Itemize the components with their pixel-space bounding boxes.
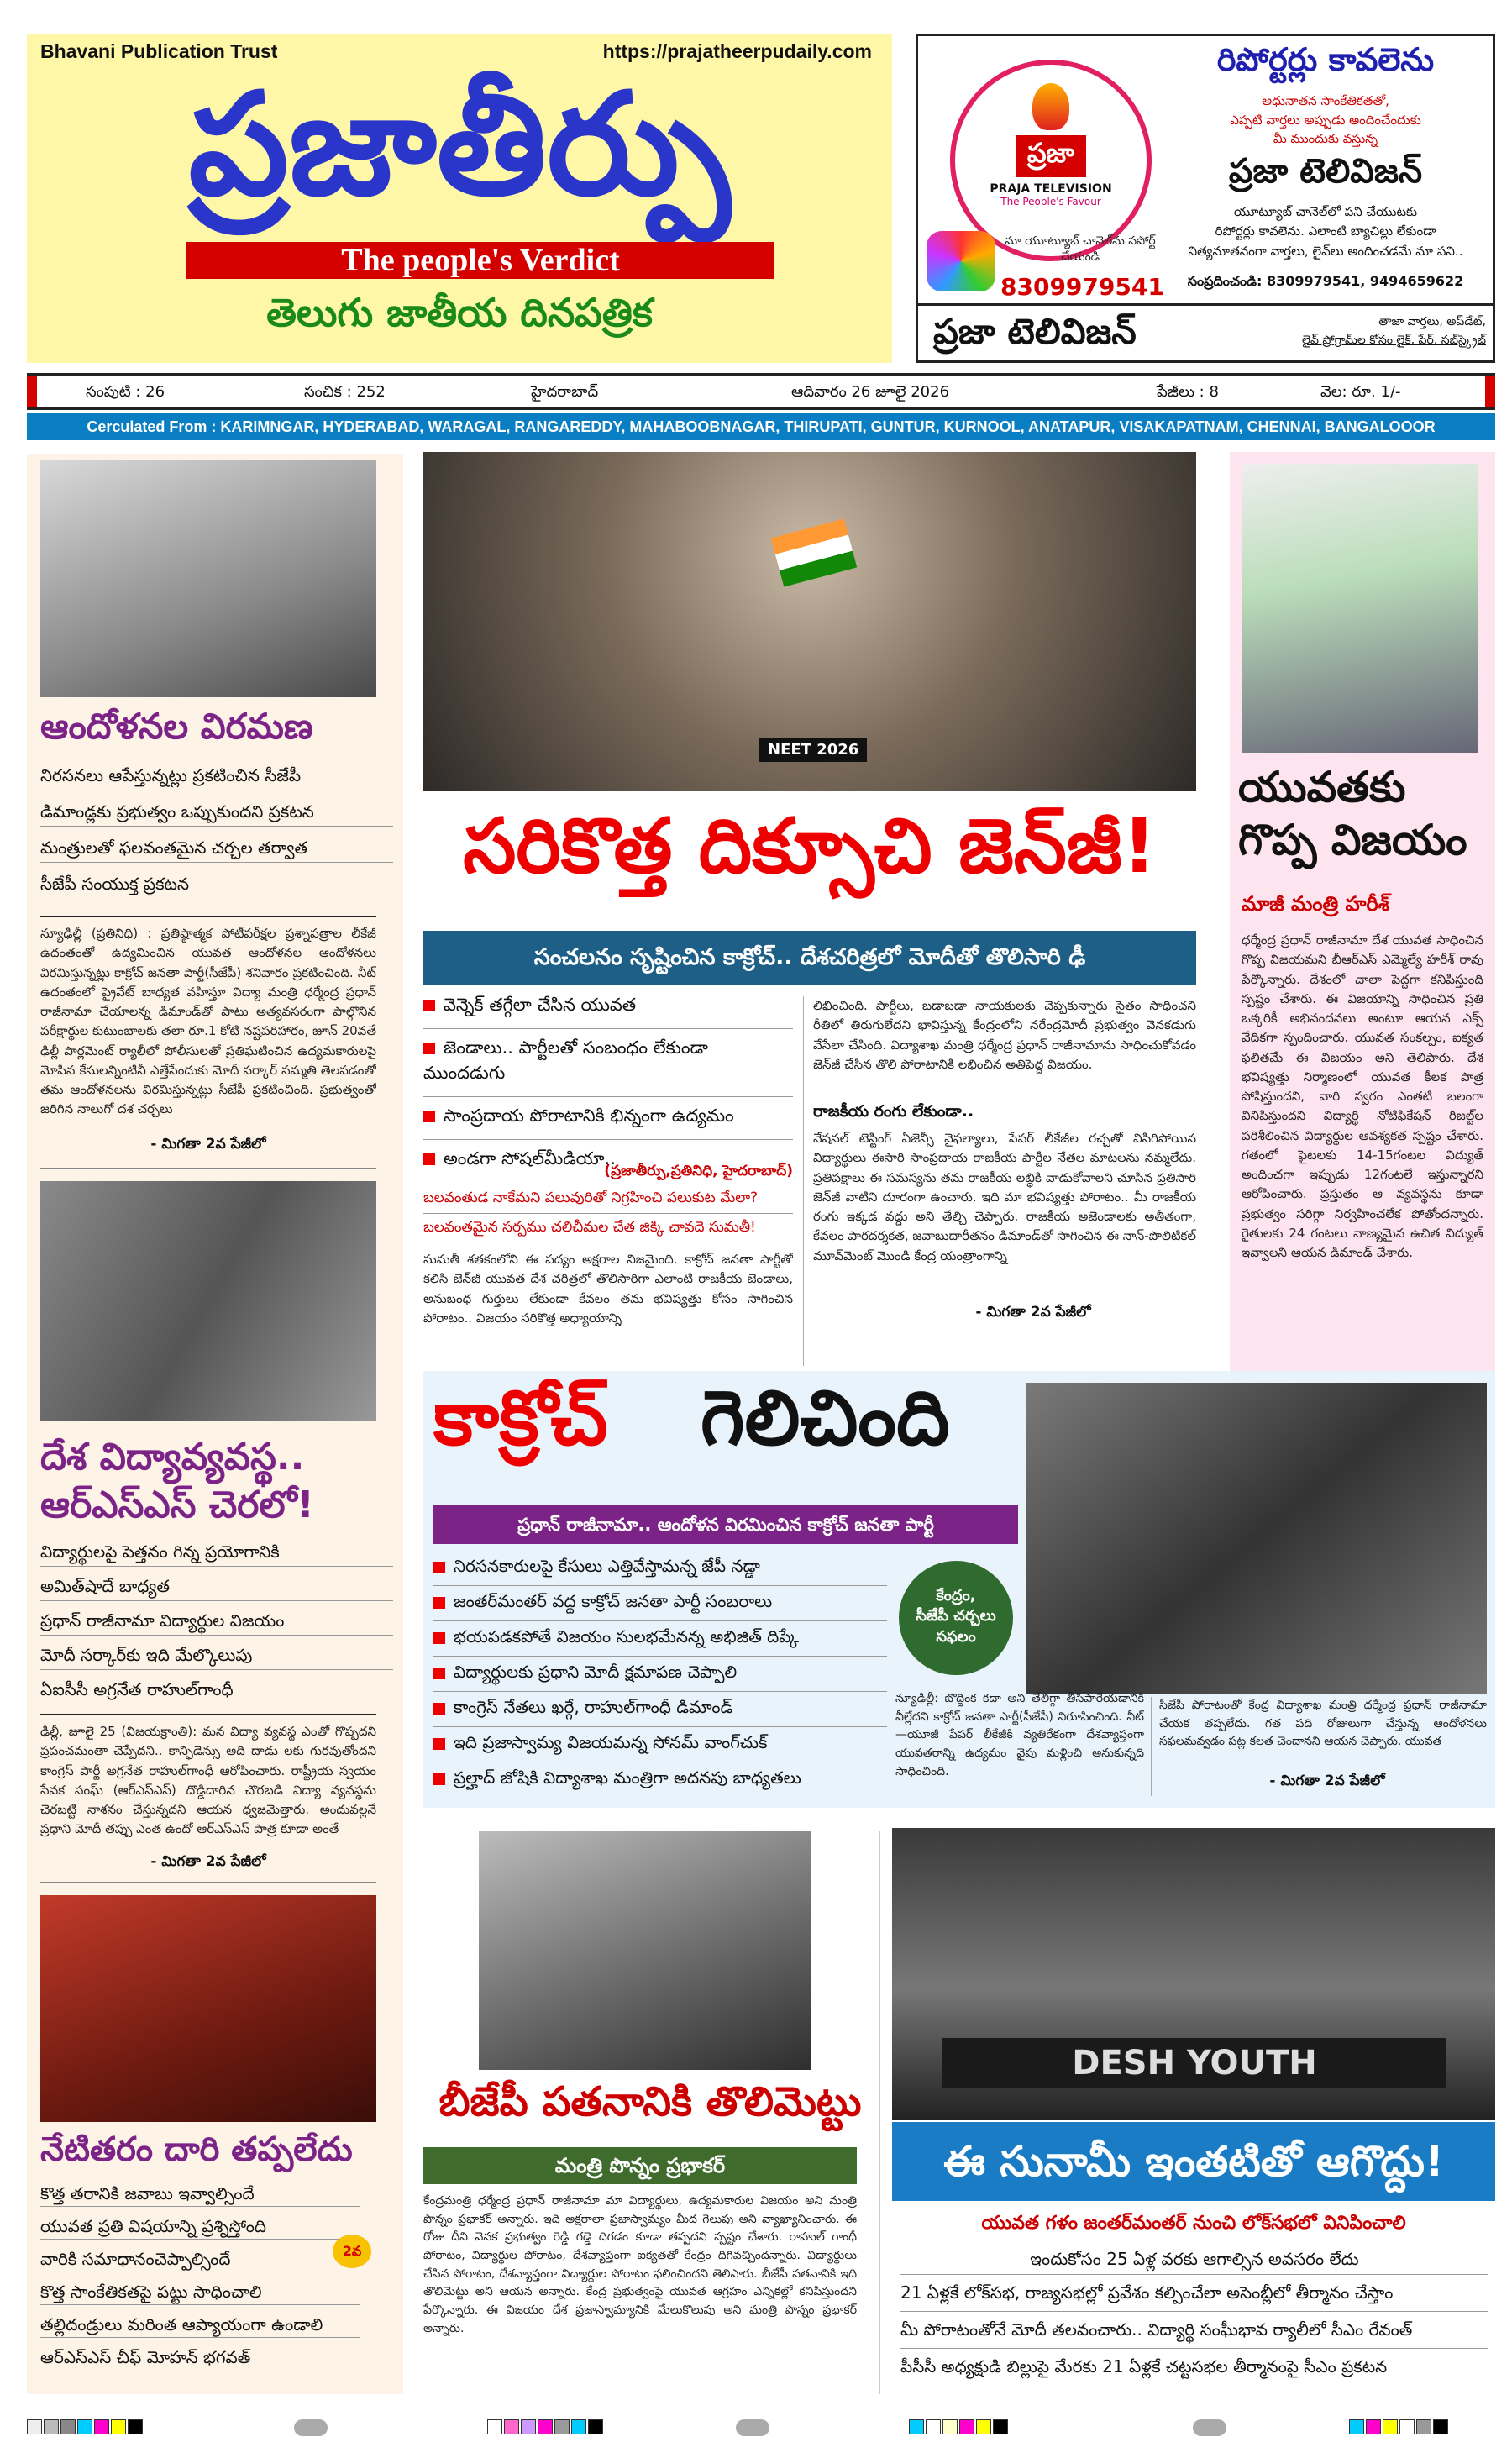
bottom-right-headline-bar (892, 2122, 1495, 2201)
badge-line: సీజేపీ చర్చలు (916, 1607, 996, 1626)
registration-strip-right (909, 2419, 1010, 2438)
price: వెల: రూ. 1/- (1320, 383, 1401, 401)
point: సాంప్రదాయ పోరాటానికి భిన్నంగా ఉద్యమం (423, 1097, 793, 1140)
story1-points (40, 761, 393, 898)
swatch (554, 2419, 570, 2434)
swatch (571, 2419, 586, 2434)
ad-brand: ప్రజా టెలివిజన్ (1228, 152, 1423, 191)
story2-body: ఢిల్లీ, జూలై 25 (విజయక్రాంతి): మన విద్యా వ్యవస్థ ఎంతో గొప్పదని ప్రపంచమంతా చెప్పేదని.. కాన్ఫిడెన్సు అది దాడు లకు గురవుతోందని కాంగ్రెస్ పార్టీ అగ్రనేత రాహుల్‌గాంధీ ఆరోపించారు. రాష్ట్రీయ స్వయం సేవక సంఘ్ (ఆర్‌ఎస్‌ఎస్) దొడ్డిదారిన చొరబడి విద్యా వ్యవస్థను చెరబట్టి నాశనం చేస్తున్నదని ఆయన ధ్వజమెత్తారు. అందువల్లనే ప్రధాని మోదీ తప్పు ఎంత ఉందో ఆర్‌ఎస్‌ఎస్ పాత్ర కూడా అంతే (40, 1724, 376, 1837)
ad-desc-line: రిపోర్టర్లు కావలెను. ఎలాంటి బ్యాచిల్లు లేకుండా (1215, 223, 1436, 239)
ad-headline: రిపోర్టర్లు కావలెను (1216, 41, 1435, 78)
registration-mark (1193, 2419, 1226, 2436)
ad-contact: సంప్రదించండి: 8309979541, 9494659622 (1187, 273, 1464, 289)
swatch (111, 2419, 126, 2434)
swatch (44, 2419, 59, 2434)
ad-footer-lines (1217, 313, 1486, 350)
point: ఆర్ఎస్ఎస్ చీఫ్ మోహన్ భగవత్ (40, 2347, 251, 2367)
volume: సంపుటి : 26 (86, 383, 165, 401)
right-byline: మాజీ మంత్రి హరీశ్ (1242, 892, 1389, 916)
point: నిరసనకారులపై కేసులు ఎత్తివేస్తామన్న జేపీ నడ్డా (433, 1551, 887, 1586)
story2-continued[interactable]: - మిగతా 2వ పేజీలో (150, 1853, 266, 1870)
ad-youtube-text: మా యూట్యూబ్ చానెల్‌ను సపోర్ట్ చేయండి (1005, 234, 1156, 264)
photo-harish-rao (1242, 464, 1478, 753)
lead-credit: (ప్రజాతీర్పు,ప్రతినిధి, హైదరాబాద్) (604, 1163, 793, 1179)
point: మీ పోరాటంతోనే మోదీ తలవంచారు.. విద్యార్థి సంఘీభావ ర్యాలీలో సీఎం రేవంత్ (900, 2312, 1488, 2349)
ad-logo-flame-icon (1032, 83, 1069, 130)
photo-genz-crowd (423, 452, 1196, 791)
story1-headline: ఆందోళనల విరమణ (40, 706, 313, 747)
point: కాంగ్రెస్ నేతలు ఖర్గే, రాహుల్‌గాంధీ డిమాండ్ (433, 1692, 887, 1727)
divider (40, 1714, 376, 1715)
registration-strip-far-right (1349, 2419, 1450, 2438)
second-body-b: సీజేపీ పోరాటంతో కేంద్ర విద్యాశాఖ మంత్రి ధర్మేంద్ర ప్రధాన్ రాజీనామా చేయక తప్పలేదు. గత పది రోజులుగా చేస్తున్న ఆందోళనలు సఫలమవ్వడం పట్ల కలత చెందానని ఆయన చెప్పారు. యువత (1159, 1699, 1487, 1749)
swatch (1349, 2419, 1364, 2434)
page-count: పేజీలు : 8 (1157, 383, 1219, 401)
rally-banner: DESH YOUTH (942, 2038, 1446, 2088)
point: ఏఐసీసీ అగ్రనేత రాహుల్‌గాంధీ (40, 1679, 234, 1699)
swatch (909, 2419, 924, 2434)
swatch (976, 2419, 991, 2434)
second-strap: ప్రధాన్ రాజీనామా.. ఆందోళన విరమించిన కాక్రోచ్ జనతా పార్టీ (517, 1515, 934, 1535)
issue: సంచిక : 252 (304, 383, 386, 401)
masthead-subtitle: తెలుగు జాతీయ దినపత్రిక (266, 290, 653, 335)
bottom-mid-body: కేంద్రమంత్రి ధర్మేంద్ర ప్రధాన్ రాజీనామా మా విద్యార్థులు, ఉద్యమకారుల విజయం అని మంత్రి పొన్నం ప్రభాకర్ అన్నారు. ఇది అక్షరాలా ప్రజాస్వామ్యం మీద గెలుపు అని వ్యాఖ్యానించారు. ఈ రోజు దీని వెనక ప్రభుత్వం రెడ్డి గడ్డె దిగడం కూడా తప్పదని స్పష్టం చేశారు. రాహుల్ గాంధీ పోరాటం, విద్యార్థుల పోరాటం, దేశవ్యాప్తంగా ఐక్యతతో కేంద్రం దిగివచ్చిందన్నారు. విద్యార్థులు చేసిన పోరాటం, దేశవ్యాప్తంగా విద్యార్థుల పోరాటం ఫలించిందని తెలిపారు. బీజేపీ పతనానికి ఇది తొలిమెట్టు అని ఆయన అన్నారు. కేంద్ర ప్రభుత్వంపై యువత ఆగ్రహం ఎన్నికల్లో కనిపిస్తుందని పేర్కొన్నారు. ఈ విజయం దేశ ప్రజాస్వామ్యానికి మేలుకొలుపు అని మంత్రి పొన్నం ప్రభాకర్ అన్నారు. (423, 2194, 857, 2335)
ad-footer (918, 303, 1493, 360)
point: కొత్త సాంకేతికతపై పట్టు సాధించాలి (40, 2272, 360, 2305)
bottom-mid-headline: బీజేపీ పతనానికి తొలిమెట్టు (438, 2078, 862, 2125)
dateline-accent (27, 376, 37, 407)
point: 21 ఏళ్లకే లోక్‌సభ, రాజ్యసభల్లో ప్రవేశం కల్పించేలా అసెంబ్లీలో తీర్మానం చేస్తాం (900, 2275, 1488, 2312)
ad-desc (1162, 202, 1489, 261)
point: విద్యార్థులకు ప్రధాని మోదీ క్షమాపణ చెప్పాలి (433, 1657, 887, 1692)
ad-line: మీ ముందుకు వస్తున్న (1273, 131, 1378, 146)
photo-nadda-press (40, 460, 376, 697)
dateline-bar (27, 373, 1495, 410)
second-points (433, 1551, 887, 1797)
page-badge-icon: 2వ (333, 2235, 371, 2268)
lead-body-left: సుమతీ శతకంలోని ఈ పద్యం అక్షరాల నిజమైంది. కాక్రోచ్ జనతా పార్టీతో కలిసి జెన్‌జీ యువత దేశ చరిత్రలో తొలిసారిగా ఎలాంటి రాజకీయ జెండాలు, అనుబంధ గుర్తులు లేకుండా కేవలం తమ భవిష్యత్తు కోసం సాగించిన పోరాటం.. విజయం సరికొత్త అధ్యాయాన్ని (423, 1252, 793, 1326)
swatch (1383, 2419, 1398, 2434)
lead-headline: సరికొత్త దిక్సూచి జెన్‌జీ! (463, 802, 1157, 890)
lead-quotes (423, 1188, 793, 1238)
story1-continued[interactable]: - మిగతా 2వ పేజీలో (150, 1136, 266, 1153)
column-rule (879, 1831, 880, 2394)
swatch (538, 2419, 553, 2434)
story2-points (40, 1537, 393, 1704)
point: యువత ప్రతి విషయాన్ని ప్రశ్నిస్తోంది (40, 2207, 360, 2240)
swatch (128, 2419, 143, 2434)
point: అండగా సోషల్‌మీడియా.. (423, 1140, 793, 1182)
point: డిమాండ్లకు ప్రభుత్వం ఒప్పుకుందని ప్రకటన (40, 790, 393, 827)
issue-date: ఆదివారం 26 జూలై 2026 (791, 383, 950, 401)
ad-line: ఎప్పటి వార్తలు అప్పుడు అందించేందుకు (1230, 112, 1421, 128)
point: జెండాలు.. పార్టీలతో సంబంధం లేకుండా ముందడుగు (423, 1029, 793, 1097)
registration-mark (294, 2419, 328, 2436)
lead-strap: సంచలనం సృష్టించిన కాక్రోచ్.. దేశచరిత్రలో మోదీతో తొలిసారి ఢీ (533, 944, 1086, 970)
crowd-badge: NEET 2026 (759, 738, 867, 762)
second-body-a: న్యూఢిల్లీ: బొద్దింక కదా అని తేలిగ్గా తీసిపారేయడానికి వీల్లేదని కాక్రోచ్ జనతా పార్టీ(సీజేపీ) నిరూపించింది. నీట్‌—యూజీ పేపర్ లీకేజీకి వ్యతిరేకంగా దేశవ్యాప్తంగా యువతరాన్ని ఉద్యమం వైపు మళ్లించి అనుకున్నది సాధించింది. (895, 1692, 1144, 1778)
lead-body-right: లిఖించింది. పార్టీలు, బడాబడా నాయకులకు చెప్పకున్నారు సైతం సాధించని రీతిలో తిరుగులేదని భావిస్తున్న కేంద్రంలోని నరేంద్రమోదీ ప్రభుత్వం వెనకడుగు వేసేలా చేసింది. విద్యాశాఖ మంత్రి ధర్మేంద్ర ప్రధాన్ రాజీనామాను సాధించుకోవడం జెన్‌జీ చేసిన తొలి పోరాటానికి లభించిన అతిపెద్ద విజయం. (813, 998, 1196, 1072)
second-headline-2: గెలిచింది (701, 1374, 950, 1463)
circulation-bar (27, 413, 1495, 440)
bottom-right-points (900, 2245, 1488, 2385)
swatch (77, 2419, 92, 2434)
publisher-name: Bhavani Publication Trust (40, 40, 278, 62)
swatch (521, 2419, 536, 2434)
story3-points (40, 2181, 360, 2370)
registration-mark (736, 2419, 769, 2436)
lead-body-right2: నేషనల్ టెస్టింగ్ ఏజెన్సీ వైఫల్యాలు, పేపర్ లీకేజీల రచ్చతో విసిగిపోయిన విద్యార్థులు ఈసారి సాంప్రదాయ రాజకీయ పార్టీల నేతల మాటలను నమ్మలేదు. ప్రతిపక్షాలు ఈ సమస్యను తమ రాజకీయ లబ్ధికి వాడుకోవాలని చూసిన ప్రతిసారి జెన్‌జీ వాటిని దూరంగా ఉంచారు. ఇది మా భవిష్యత్తు పోరాటం.. మీ రాజకీయ రంగు ఇక్కడ వద్దు అని తేల్చి చెప్పారు. రాజకీయ అజెండాలకు అతీతంగా, కేవలం పారదర్శకత, జవాబుదారీతనం డిమాండ్‌తో సాగించిన ఈ నాన్-పొలిటికల్ మూవ్‌మెంట్ మొండి కేంద్ర యంత్రాంగాన్ని (813, 1131, 1196, 1263)
column-rule (1151, 1697, 1152, 1796)
swatch (1416, 2419, 1431, 2434)
ad-lines (1162, 92, 1489, 149)
point: సీజేపీ సంయుక్త ప్రకటన (40, 874, 189, 894)
registration-strip-left (27, 2419, 144, 2438)
ad-footer-line: లైవ్ ప్రోగ్రామ్‌ల కోసం లైక్, షేర్, సబ్‌స్క్రైబ్ (1302, 334, 1486, 348)
photo-youth-rally (892, 1828, 1495, 2120)
point: జంతర్‌మంతర్ వద్ద కాక్రోచ్ జనతా పార్టీ సంబరాలు (433, 1586, 887, 1621)
talks-success-badge (899, 1561, 1013, 1675)
point: వెన్నెక్ తగ్గేలా చేసిన యువత (423, 990, 793, 1029)
right-body: ధర్మేంద్ర ప్రధాన్ రాజీనామా దేశ యువత సాధించిన గొప్ప విజయమని బీఆర్‌ఎస్ ఎమ్మెల్యే హరీశ్ రావు పేర్కొన్నారు. దేశంలో చాలా పెద్దగా కనిపిస్తుంది స్పష్టం చేశారు. ఈ విజయాన్ని సాధించిన ప్రతి ఒక్కరికీ అభినందనలు అంటూ ఆయన ఎక్స్ వేదికగా స్పందించారు. యువత సంకల్పం, ఐక్యత ఫలితమే ఈ విజయం అని తెలిపారు. దేశ భవిష్యత్తు నిర్మాణంలో యువత కీలక పాత్ర పోషిస్తుందని, వారి స్వరం ఎంతటి బలంగా వినిపిస్తుందని విద్యార్థి నోటిఫికేషన్ రిజల్ట్‌ల పరిశీలించిన విద్యార్థుల ఆవశ్యకత స్పష్టం చేశారు. గతంలో ఫైటలకు 14-15గంటల విద్యుత్ అందించగా ఇప్పుడు 12గంటలే ఇస్తున్నారని ఆరోపించారు. ప్రస్తుతం ఆ వ్యవస్థను కూడా ప్రభుత్వం సరిగ్గా నిర్వహించలేక పోతోందన్నారు. రైతులకు 24 గంటలు నాణ్యమైన ఉచిత విద్యుత్ ఇవ్వాలని ఆయన డిమాండ్ చేశారు. (1242, 932, 1483, 1260)
ad-line: అధునాతన సాంకేతికతతో, (1262, 93, 1389, 108)
point: విద్యార్థులపై పెత్తనం గిన్న ప్రయోగానికి (40, 1537, 393, 1567)
badge-line: సఫలం (936, 1627, 976, 1646)
youtube-icon (927, 231, 995, 291)
ad-phone: 8309979541 (1000, 273, 1164, 301)
photo-mohan-bhagwat (40, 1895, 376, 2122)
registration-strip-mid (487, 2419, 605, 2438)
second-strap-bar (433, 1505, 1018, 1544)
point: భయపడకపోతే విజయం సులభమేనన్న అభిజిత్ దిప్కే (433, 1621, 887, 1657)
bottom-mid-byline: మంత్రి పొన్నం ప్రభాకర్ (554, 2154, 726, 2177)
ad-desc-line: యూట్యూబ్ చానెల్‌లో పని చేయుటకు (1233, 204, 1418, 219)
lead-quote: బలవంతుడ నాకేమని పలువురితో నిగ్రహించి పలుకుట మేలా? (423, 1188, 793, 1214)
swatch (942, 2419, 958, 2434)
divider (40, 916, 376, 917)
lead-continued[interactable]: - మిగతా 2వ పేజీలో (975, 1304, 1091, 1321)
story1-body: న్యూఢిల్లీ (ప్రతినిధి) : ప్రతిష్ఠాత్మక పోటీపరీక్షల ప్రశ్నాపత్రాల లీకేజీ ఉదంతంతో ఉద్యమించిన యువత ఆందోళనల ఆందోళనలు విరమిస్తున్నట్లు కాక్రోచ్ జనతా పార్టీ(సీజేపీ) శనివారం ప్రకటించింది. నీట్ ఉదంతంలో ప్రైవేట్ బాధ్యత వహిస్తూ విద్యా మంత్రి ధర్మేంద్ర ప్రధాన్ రాజీనామా చేయాలన్న డిమాండ్‌తో పాటు అత్యవసరంగా పాల్గొనిన పరీక్షార్థుల కుటుంబాలకు తలా రూ.1 కోటి నష్టపరిహారం, జూన్ 20వతే ఢిల్లీ పార్లమెంట్ ర్యాలీలో పోలీసులతో ప్రతిఘటించిన ఉద్యమకారులపై మోపిన కేసులన్నింటినీ ఎత్తేసేందుకు మోదీ సర్కార్ సమ్మతి తెలపడంతో తమ ఆందోళనలను విరమిస్తున్నట్లు సీజేపీ ప్రకటించింది. ప్రభుత్వంతో జరిగిన నాలుగో దశ చర్చలు (40, 926, 376, 1117)
ad-footer-brand: ప్రజా టెలివిజన్ (933, 311, 1137, 352)
swatch (1399, 2419, 1415, 2434)
badge-line: కేంద్రం, (936, 1587, 976, 1605)
point: వారికి సమాధానంచెప్పాల్సిందే (40, 2240, 360, 2272)
lead-strap-bar (423, 931, 1196, 985)
swatch (959, 2419, 974, 2434)
point: మంత్రులతో ఫలవంతమైన చర్చల తర్వాత (40, 827, 393, 863)
point: ఇందుకోసం 25 ఏళ్ల వరకు ఆగాల్సిన అవసరం లేదు (900, 2245, 1488, 2275)
ad-logo-sub: PRAJA TELEVISION (990, 182, 1112, 196)
newspaper-title: ప్రజాతీర్పు (188, 62, 731, 227)
point: తల్లిదండ్రులు మరింత ఆప్యాయంగా ఉండాలి (40, 2305, 360, 2338)
swatch (993, 2419, 1008, 2434)
city: హైదరాబాద్ (531, 383, 599, 401)
point: నిరసనలు ఆపేస్తున్నట్లు ప్రకటించిన సీజేపీ (40, 761, 393, 790)
photo-jantar-mantar-celebration (1026, 1383, 1487, 1694)
swatch (588, 2419, 603, 2434)
ad-footer-line: తాజా వార్తలు, అప్‌డేట్, (1378, 315, 1486, 328)
divider (40, 1168, 376, 1169)
point: ప్రల్హాద్ జోషికి విద్యాశాఖ మంత్రిగా అదనపు బాధ్యతలు (433, 1762, 887, 1797)
bottom-mid-byline-bar (423, 2147, 857, 2184)
flag-icon (771, 518, 857, 586)
ad-logo-tag: The People's Favour (1000, 196, 1101, 207)
circulation-text: Cerculated From : KARIMNGAR, HYDERABAD, WARAGAL, RANGAREDDY, MAHABOOBNAGAR, THIRUPATI, GUNTUR, KURNOOL, ANATAPUR, VISAKAPATNAM, CHENNAI, BANGALOOOR (87, 418, 1436, 435)
masthead (27, 34, 892, 363)
second-continued[interactable]: - మిగతా 2వ పేజీలో (1269, 1773, 1385, 1789)
divider (40, 1882, 376, 1883)
dateline-accent (1485, 376, 1495, 407)
swatch (1433, 2419, 1448, 2434)
point: ప్రధాన్ రాజీనామా విద్యార్థుల విజయం (40, 1601, 393, 1636)
ad-logo-text: ప్రజా (1016, 135, 1086, 177)
bottom-right-strap: యువత గళం జంతర్‌మంతర్ నుంచి లోక్‌సభలో వినిపించాలి (981, 2213, 1406, 2234)
lead-quote: బలవంతమైన సర్పము చలిచీమల చేత జిక్కి చావదె సుమతీ! (423, 1218, 756, 1236)
column-rule (803, 996, 804, 1366)
lead-points (423, 990, 793, 1182)
ad-desc-line: నిత్యనూతనంగా వార్తలు, లైవ్‌లు అందించడమే మా పని.. (1188, 243, 1463, 259)
swatch (487, 2419, 502, 2434)
website-link[interactable]: https://prajatheerpudaily.com (602, 40, 872, 62)
reporter-ad (916, 34, 1495, 363)
second-headline-1: కాక్రోచ్ (433, 1374, 608, 1463)
point: కొత్త తరానికి జవాబు ఇవ్వాల్సిందే (40, 2181, 360, 2207)
photo-ponnam-prabhakar (479, 1831, 811, 2070)
lead-subhead: రాజకీయ రంగు లేకుండా.. (813, 1102, 974, 1121)
point: అమిత్‌షాదే బాధ్యత (40, 1567, 393, 1601)
swatch (27, 2419, 42, 2434)
swatch (504, 2419, 519, 2434)
story2-headline: దేశ విద్యావ్యవస్థ.. ఆర్ఎస్ఎస్ చెరలో! (40, 1436, 314, 1527)
swatch (60, 2419, 76, 2434)
tagline: The people's Verdict (341, 243, 620, 278)
tagline-bar (186, 242, 774, 279)
swatch (1366, 2419, 1381, 2434)
bottom-right-headline: ఈ సునామీ ఇంతటితో ఆగొద్దు! (943, 2137, 1444, 2186)
point: పీసీసీ అధ్యక్షుడి బిల్లుపై మేరకు 21 ఏళ్లకే చట్టసభల తీర్మానంపై సీఎం ప్రకటన (900, 2356, 1388, 2377)
point: మోదీ సర్కార్‌కు ఇది మేల్కొలుపు (40, 1636, 393, 1670)
point: ఇది ప్రజాస్వామ్య విజయమన్న సోనమ్ వాంగ్‌చుక్ (433, 1727, 887, 1762)
swatch (94, 2419, 109, 2434)
photo-rahul-gandhi (40, 1181, 376, 1421)
swatch (926, 2419, 941, 2434)
right-headline: యువతకు గొప్ప విజయం (1238, 763, 1467, 864)
story3-headline: నేటితరం దారి తప్పలేదు (40, 2130, 353, 2169)
